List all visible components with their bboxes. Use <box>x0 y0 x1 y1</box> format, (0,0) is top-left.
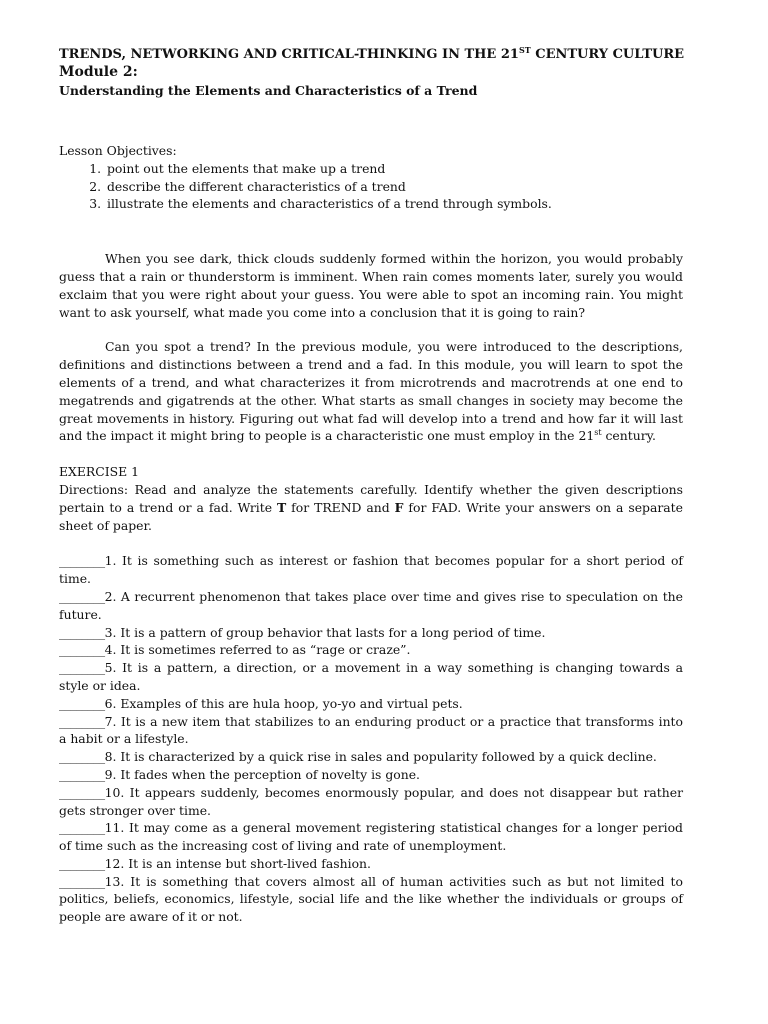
item-text: 1. It is something such as interest or fashion that becomes popular for a short period of time. <box>59 553 683 587</box>
item-text: 9. It fades when the perception of novelty is gone. <box>104 766 420 782</box>
directions-text: for FAD. Write your answers on a separate sheet of paper. <box>59 499 683 533</box>
exercise-item <box>59 748 683 766</box>
answer-blank[interactable]: ________ <box>59 749 105 765</box>
trend-letter: T <box>276 499 287 515</box>
answer-blank[interactable]: ________ <box>59 660 105 676</box>
module-title: Module 2: <box>59 64 138 80</box>
exercise-item <box>59 641 683 659</box>
course-title <box>59 46 683 63</box>
objective-item: 2. describe the different characteristics of a trend <box>105 178 683 196</box>
answer-blank[interactable]: ________ <box>59 766 105 782</box>
fad-letter: F <box>394 499 404 515</box>
answer-blank[interactable]: ________ <box>59 713 105 729</box>
item-text: 10. It appears suddenly, becomes enormously popular, and does not disappear but rather gets stronger over time. <box>59 784 683 818</box>
trend-paragraph-text: Can you spot a trend? In the previous module, you were introduced to the descriptions, definitions and distinctions between a trend and a fad. In this module, you will learn to spot the elements of a trend, and what characterizes it from microtrends and macrotrends at one end to megatrends and gigatrends at the other. What starts as small changes in society may become the great movements in history. Figuring out what fad will develop into a trend and how far it will last and the impact it might bring to people is a characteristic one must employ in the 21 <box>59 339 683 444</box>
directions-text: Directions: Read and analyze the statements carefully. Identify whether the given descriptions pertain to a trend or a fad. Write <box>59 481 683 515</box>
exercise-item <box>59 624 683 642</box>
trend-paragraph-end: century. <box>601 428 656 444</box>
answer-blank[interactable]: ________ <box>59 642 105 658</box>
answer-blank[interactable]: ________ <box>59 873 105 889</box>
exercise-title: EXERCISE 1 <box>59 464 139 480</box>
exercise-item <box>59 819 683 855</box>
item-text: 2. A recurrent phenomenon that takes place over time and gives rise to speculation on the future. <box>59 588 683 622</box>
exercise-item <box>59 552 683 588</box>
objective-item: 1. point out the elements that make up a trend <box>105 160 683 178</box>
exercise-item <box>59 588 683 624</box>
course-title-superscript: ST <box>518 45 531 55</box>
item-text: 11. It may come as a general movement registering statistical changes for a longer period of time such as the increasing cost of living and rate of unemployment. <box>59 820 683 854</box>
exercise-item <box>59 659 683 695</box>
answer-blank[interactable]: ________ <box>59 784 105 800</box>
objectives-list <box>59 160 683 213</box>
objectives-heading: Lesson Objectives: <box>59 143 177 158</box>
answer-blank[interactable]: ________ <box>59 588 105 604</box>
item-text: 5. It is a pattern, a direction, or a movement in a way something is changing towards a style or idea. <box>59 660 683 693</box>
exercise-items <box>59 552 683 926</box>
exercise-directions <box>59 481 683 534</box>
directions-text: for TREND and <box>286 499 395 515</box>
module-subtitle: Understanding the Elements and Characteristics of a Trend <box>59 83 478 98</box>
item-text: 6. Examples of this are hula hoop, yo-yo and virtual pets. <box>104 695 463 711</box>
answer-blank[interactable]: ________ <box>59 820 105 836</box>
exercise-item <box>59 855 683 873</box>
trend-paragraph <box>59 338 683 445</box>
answer-blank[interactable]: ________ <box>59 855 105 871</box>
item-text: 8. It is characterized by a quick rise in sales and popularity followed by a quick decline. <box>104 749 657 765</box>
course-title-text: TRENDS, NETWORKING AND CRITICAL-THINKING IN THE 21 <box>59 47 519 62</box>
intro-paragraph: When you see dark, thick clouds suddenly formed within the horizon, you would probably guess that a rain or thunderstorm is imminent. When rain comes moments later, surely you would exclaim that you were right about your guess. You were able to spot an incoming rain. You might want to ask yourself, what made you come into a conclusion that it is going to rain? <box>59 251 683 320</box>
exercise-item <box>59 873 683 926</box>
document-page <box>59 46 683 926</box>
century-superscript: st <box>594 428 602 438</box>
exercise-item <box>59 766 683 784</box>
exercise-item <box>59 713 683 749</box>
item-text: 12. It is an intense but short-lived fashion. <box>104 855 371 871</box>
answer-blank[interactable]: ________ <box>59 624 105 640</box>
answer-blank[interactable]: ________ <box>59 695 105 711</box>
item-text: 3. It is a pattern of group behavior that lasts for a long period of time. <box>104 624 546 640</box>
objective-item: 3. illustrate the elements and characteristics of a trend through symbols. <box>105 195 683 213</box>
item-text: 13. It is something that covers almost all of human activities such as but not limited to politics, beliefs, economics, lifestyle, social life and the like whether the individuals or groups of people are aware of it or not. <box>59 873 683 925</box>
exercise-item <box>59 695 683 713</box>
course-title-text-end: CENTURY CULTURE <box>530 47 685 62</box>
item-text: 4. It is sometimes referred to as “rage or craze”. <box>104 642 411 658</box>
item-text: 7. It is a new item that stabilizes to an enduring product or a practice that transforms into a habit or a lifestyle. <box>59 713 683 747</box>
answer-blank[interactable]: ________ <box>59 553 105 569</box>
exercise-item <box>59 784 683 820</box>
